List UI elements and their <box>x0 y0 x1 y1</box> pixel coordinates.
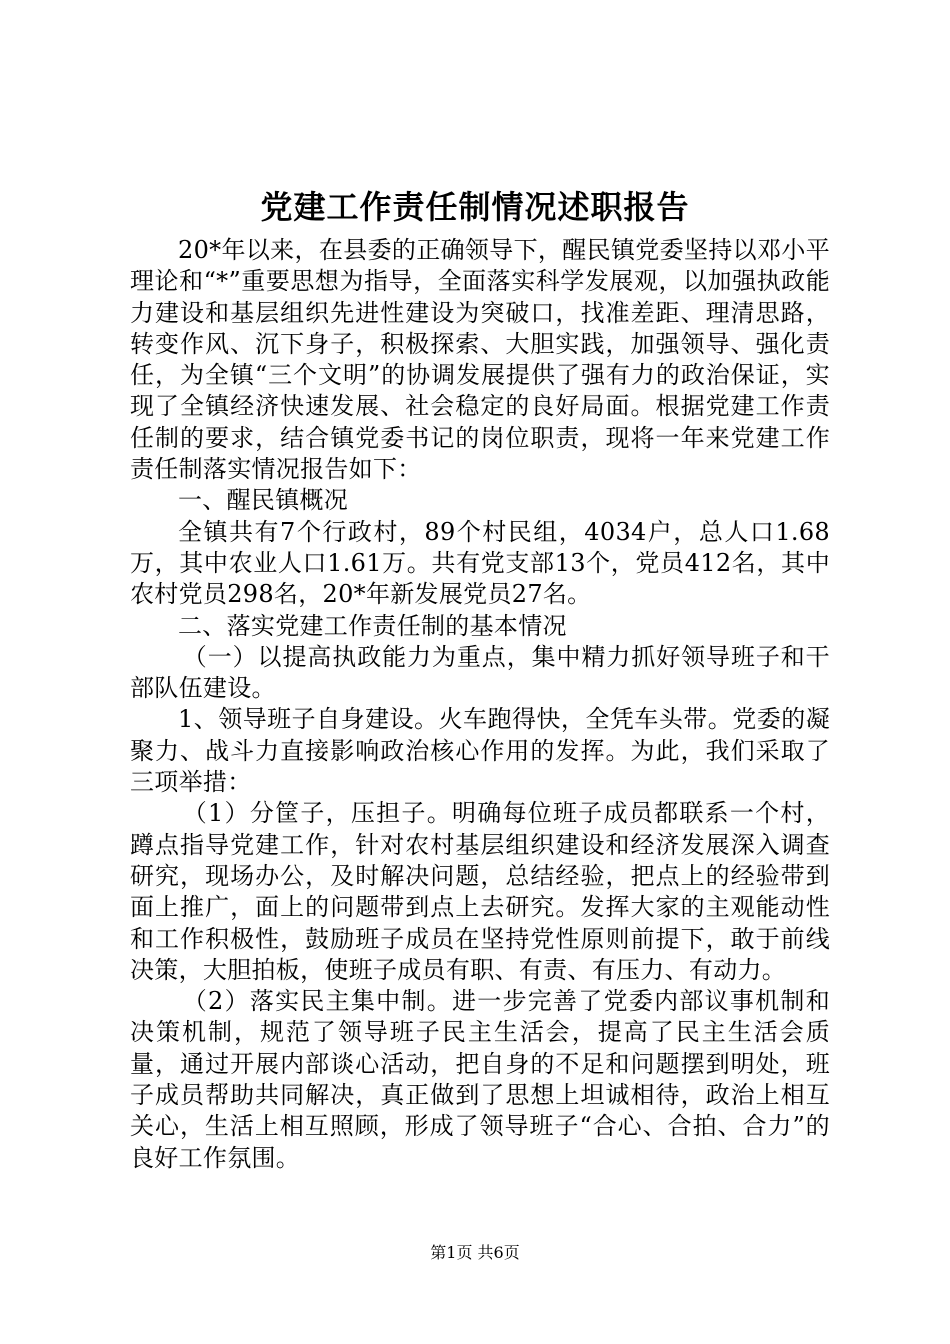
paragraph-measure-two: （2）落实民主集中制。进一步完善了党委内部议事机制和决策机制，规范了领导班子民主生活会，提高了民主生活会质量，通过开展内部谈心活动，把自身的不足和问题摆到明处，班子成员帮助共同解决，真正做到了思想上坦诚相待，政治上相互关心，生活上相互照顾，形成了领导班子“合心、合拍、合力”的良好工作氛围。 <box>130 987 830 1172</box>
document-body <box>130 235 830 1174</box>
heading-subsection-one: （一）以提高执政能力为重点，集中精力抓好领导班子和干部队伍建设。 <box>130 642 830 703</box>
document-title: 党建工作责任制情况述职报告 <box>260 188 690 226</box>
paragraph-overview: 全镇共有7个行政村，89个村民组，4034户，总人口1.68万，其中农业人口1.61万。共有党支部13个，党员412名，其中农村党员298名，20*年新发展党员27名。 <box>130 517 830 609</box>
paragraph-measure-one: （1）分筐子，压担子。明确每位班子成员都联系一个村，蹲点指导党建工作，针对农村基层组织建设和经济发展深入调查研究，现场办公，及时解决问题，总结经验，把点上的经验带到面上推广，面上的问题带到点上去研究。发挥大家的主观能动性和工作积极性，鼓励班子成员在坚持党性原则前提下，敢于前线决策，大胆拍板，使班子成员有职、有责、有压力、有动力。 <box>130 799 830 984</box>
paragraph-intro: 20*年以来，在县委的正确领导下，醒民镇党委坚持以邓小平理论和“*”重要思想为指导，全面落实科学发展观，以加强执政能力建设和基层组织先进性建设为突破口，找准差距、理清思路，转变作风、沉下身子，积极探索、大胆实践，加强领导、强化责任，为全镇“三个文明”的协调发展提供了强有力的政治保证，实现了全镇经济快速发展、社会稳定的良好局面。根据党建工作责任制的要求，结合镇党委书记的岗位职责，现将一年来党建工作责任制落实情况报告如下： <box>130 236 830 484</box>
paragraph-leadership: 1、领导班子自身建设。火车跑得快，全凭车头带。党委的凝聚力、战斗力直接影响政治核心作用的发挥。为此，我们采取了三项举措： <box>130 705 830 797</box>
heading-overview: 一、醒民镇概况 <box>178 486 349 515</box>
page-number: 第1页 共6页 <box>430 1243 520 1262</box>
heading-basic-situation: 二、落实党建工作责任制的基本情况 <box>178 611 567 640</box>
